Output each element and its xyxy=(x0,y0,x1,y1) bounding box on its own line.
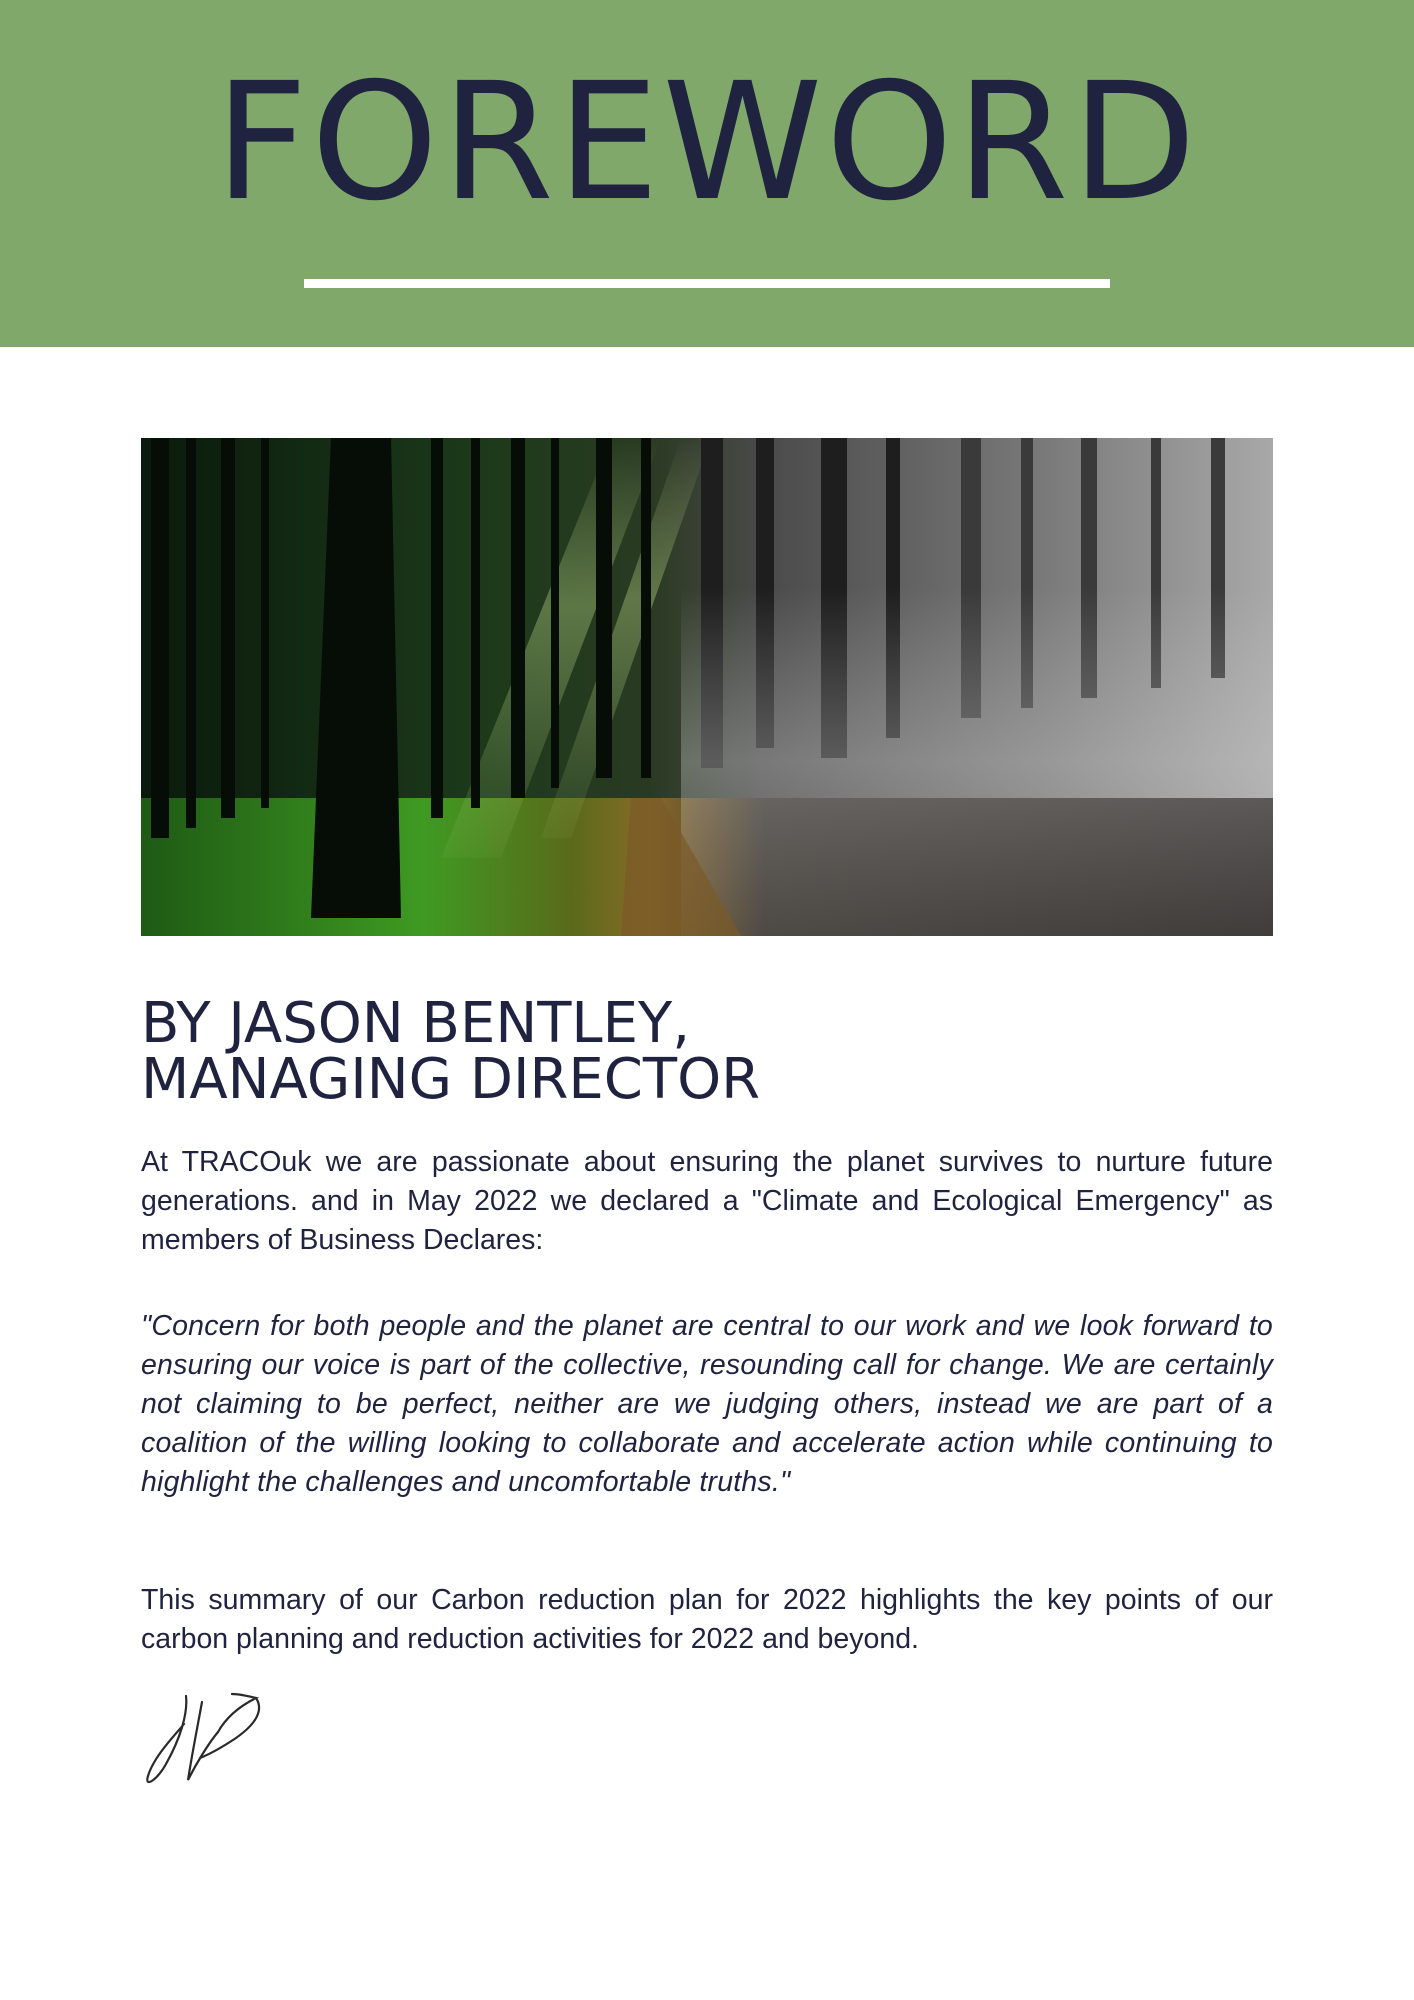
header-banner xyxy=(0,0,1414,347)
forest-green-to-grey-image xyxy=(141,438,1273,936)
title-underline xyxy=(304,279,1110,288)
handwritten-signature-icon xyxy=(136,1684,286,1794)
quote-paragraph: "Concern for both people and the planet are central to our work and we look forward to ensuring our voice is part of the collective, resounding call for change. We are certainly not claiming to be perfect, neither are we judging others, instead we are part of a coalition of the willing looking to collaborate and accelerate action while continuing to highlight the challenges and uncomfortable truths." xyxy=(141,1310,1273,1498)
page-title: FOREWORD xyxy=(214,49,1200,237)
author-name: BY JASON BENTLEY, xyxy=(141,991,691,1056)
forest-hero-image xyxy=(141,438,1273,936)
summary-paragraph: This summary of our Carbon reduction plan for 2022 highlights the key points of our carbon planning and reduction activities for 2022 and beyond. xyxy=(141,1584,1273,1655)
author-role: MANAGING DIRECTOR xyxy=(141,1047,761,1112)
intro-paragraph: At TRACOuk we are passionate about ensuring the planet survives to nurture future generations. and in May 2022 we declared a "Climate and Ecological Emergency" as members of Business Declares: xyxy=(141,1146,1273,1256)
author-heading xyxy=(141,991,1281,1112)
